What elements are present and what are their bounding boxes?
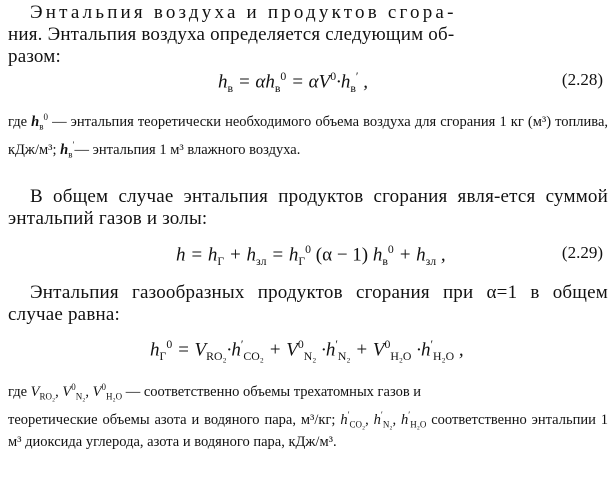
equation-2-29-number: (2.29) [561, 243, 603, 262]
para5-where: где [8, 383, 28, 400]
para-definition-volumes: где $V_{RO_2}$, $V^0_{N_2}$, $V^0_{H_2O}$ — соответственно объемы трехатомных газов и теоретические объемы азота и водяного пара, м³/кг; $h'_{CO_2}$, $h'_{N_2}$, $h'_{H_2O}$ соответственно энтальпии 1 м³ диоксида углерода, азота и водяного пара, кДж/м³. [8, 382, 608, 451]
para-definition-hv: где $h_в^0$ — энтальпия теоретически необходимого объема воздуха для сгорания 1 кг (м³) топлива, кДж/м³; $h_в'—$ энтальпия 1 м³ влажного воздуха. [8, 112, 609, 160]
para1-line3: разом: [8, 46, 61, 67]
para5-text3: соответственно энтальпии 1 м³ диоксида углерода, азота и водяного пара, кДж/м³. [8, 411, 608, 451]
para-general-case: В общем случае энтальпия продуктов сгорания явля-ется суммой энтальпий газов и золы: [8, 186, 608, 229]
para2-where: где [8, 113, 28, 130]
para-enthalpy-heading [8, 2, 608, 68]
equation-2-28-number: (2.28) [561, 70, 603, 89]
equation-2-28-formula: $h_в = \alpha h_в^0 = \alpha V^0\cdot h_в'$ , [218, 70, 368, 96]
equation-2-29-formula: $h = h_Г + h_{зл} = h_Г^0$ (α − 1) $h_в^0 + h_{зл}$ , [176, 243, 446, 269]
para1-line1: Энтальпия воздуха и продуктов сгора- [30, 2, 457, 23]
para5-text2: теоретические объемы азота и водяного пара, м³/кг; [8, 411, 336, 428]
para2-text1: — энтальпия теоретически необходимого объема воздуха для сгорания 1 кг (м³) топлива, кДж/м³; [8, 113, 609, 158]
para-gaseous-products: Энтальпия газообразных продуктов сгорания при α=1 в общем случае равна: [8, 282, 608, 325]
equation-gas-enthalpy-formula: $h_Г^0 = V_{RO_2}\cdot h'_{CO_2} + V^0_{N_2} \cdot h'_{N_2} + V^0_{H_2O} \cdot h'_{H_2O}$ , [150, 338, 464, 364]
para2-text2: — энтальпия 1 м³ влажного воздуха. [74, 141, 301, 158]
para5-text1: — соответственно объемы трехатомных газов и [125, 383, 422, 400]
para1-line2: ния. Энтальпия воздуха определяется следующим об- [8, 24, 455, 45]
